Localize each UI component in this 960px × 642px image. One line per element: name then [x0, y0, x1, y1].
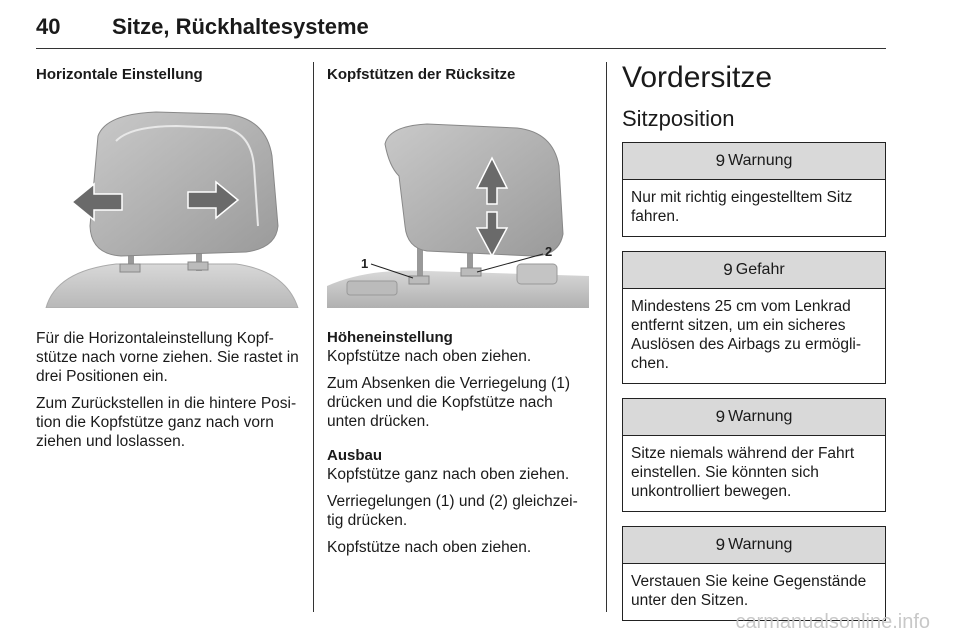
subheading-removal: Ausbau: [327, 447, 383, 464]
warning-text: Nur mit richtig eingestelltem Sitz fahren.: [631, 189, 853, 225]
watermark: carmanualsonline.info: [735, 611, 930, 633]
figure-label-1: 1: [361, 256, 369, 271]
danger-label: Gefahr: [735, 261, 785, 278]
warning-triangle-icon: 9: [715, 151, 726, 170]
page-title: Sitze, Rückhaltesysteme: [112, 14, 369, 39]
column-left: [36, 66, 301, 459]
warning-text: Sitze niemals während der Fahrt einstellen. Sie könnten sich unkontrolliert bewegen.: [631, 445, 855, 500]
section-heading-rear-headrests: Kopfstützen der Rücksitze: [327, 66, 516, 83]
section-subtitle-seat-position: Sitzposition: [622, 106, 735, 131]
warning-label: Warnung: [728, 408, 793, 425]
paragraph: Für die Horizontaleinstellung Kopf-stütze nach vorne ziehen. Sie rastet in drei Positionen ein.: [36, 330, 299, 385]
warning-box-header: [623, 527, 885, 564]
figure-label-2: 2: [545, 244, 553, 259]
column-middle: [327, 66, 589, 565]
warning-box-header: [623, 143, 885, 180]
danger-box: [622, 251, 886, 384]
paragraph: Zum Absenken die Verriegelung (1) drücken und die Kopfstütze nach unten drücken.: [327, 375, 570, 430]
section-heading-horizontal: Horizontale Einstellung: [36, 66, 203, 83]
warning-label: Warnung: [728, 536, 793, 553]
warning-box: [622, 398, 886, 512]
paragraph: Kopfstütze nach oben ziehen.: [327, 348, 532, 365]
subheading-height: Höheneinstellung: [327, 329, 453, 346]
column-divider-1: [313, 62, 314, 612]
rear-headrest-illustration: [327, 96, 589, 313]
paragraph: Kopfstütze nach oben ziehen.: [327, 539, 532, 556]
page-number: 40: [36, 14, 61, 39]
warning-triangle-icon: 9: [723, 260, 733, 279]
warning-triangle-icon: 9: [715, 535, 726, 554]
header-rule: [36, 48, 886, 49]
headrest-horizontal-illustration: [36, 96, 301, 313]
danger-text: Mindestens 25 cm vom Lenkrad entfernt sitzen, um ein sicheres Auslösen des Airbags zu ermögli-chen.: [631, 298, 862, 372]
warning-box-header: [623, 399, 885, 436]
paragraph: Kopfstütze ganz nach oben ziehen.: [327, 466, 570, 483]
paragraph: Zum Zurückstellen in die hintere Posi-tion die Kopfstütze ganz nach vorn ziehen und loslassen.: [36, 395, 297, 450]
warning-box: [622, 526, 886, 621]
section-title-front-seats: Vordersitze: [622, 61, 773, 94]
column-divider-2: [606, 62, 607, 612]
warning-text: Verstauen Sie keine Gegenstände unter den Sitzen.: [631, 573, 867, 609]
warning-box: [622, 142, 886, 237]
danger-box-header: [623, 252, 885, 289]
paragraph: Verriegelungen (1) und (2) gleichzei-tig drücken.: [327, 493, 578, 529]
column-right: [622, 60, 886, 635]
warning-label: Warnung: [728, 152, 793, 169]
warning-triangle-icon: 9: [715, 407, 726, 426]
